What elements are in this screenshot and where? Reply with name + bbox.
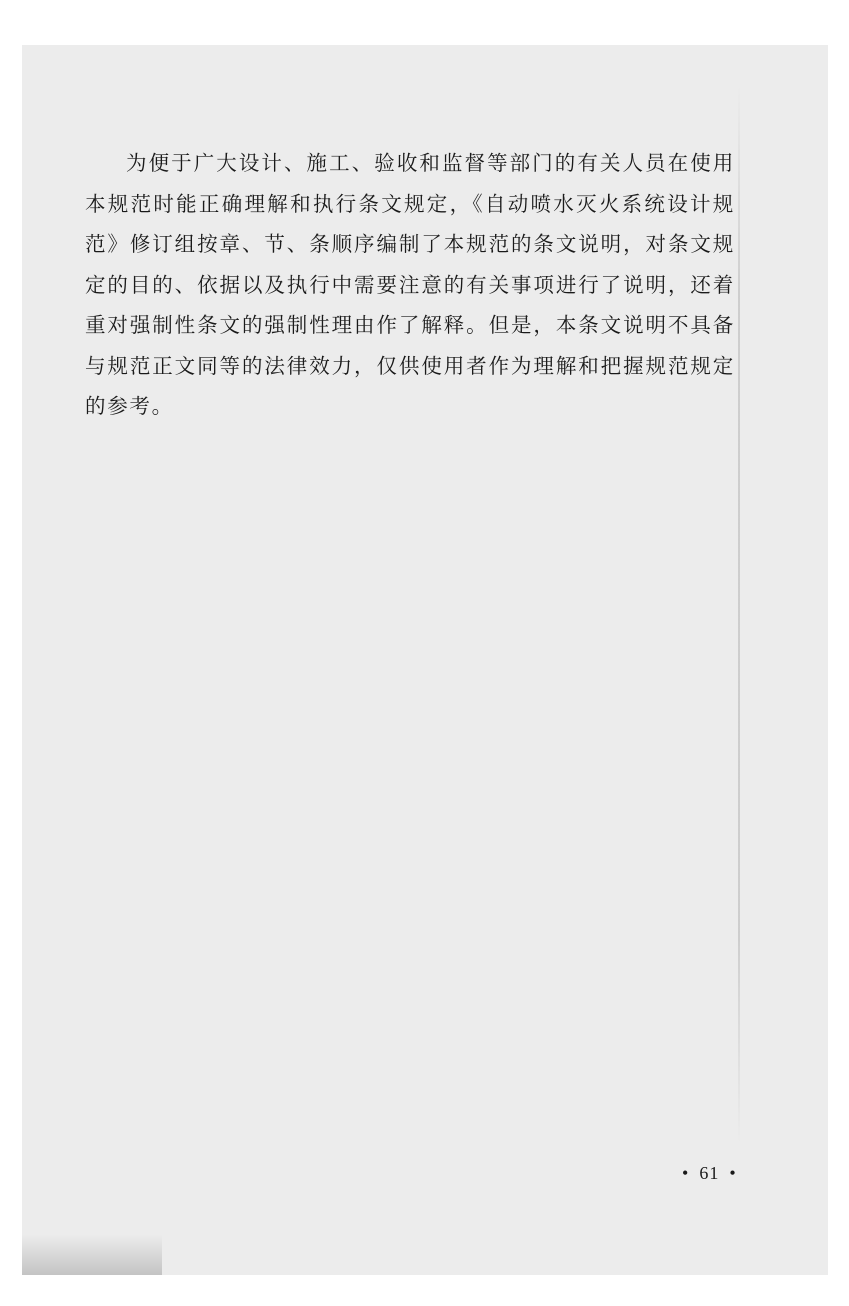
page-number-footer	[672, 1163, 747, 1184]
explanation-paragraph: 为便于广大设计、施工、验收和监督等部门的有关人员在使用本规范时能正确理解和执行条文规定，《自动喷水灭火系统设计规范》修订组按章、节、条顺序编制了本规范的条文说明，对条文规定的目的、依据以及执行中需要注意的有关事项进行了说明，还着重对强制性条文的强制性理由作了解释。但是，本条文说明不具备与规范正文同等的法律效力，仅供使用者作为理解和把握规范规定的参考。	[85, 151, 735, 418]
document-page	[22, 45, 828, 1275]
page-number: 61	[699, 1163, 720, 1183]
bullet-left-icon: •	[682, 1163, 690, 1183]
bullet-right-icon: •	[729, 1163, 737, 1183]
scan-shadow	[22, 1235, 162, 1275]
